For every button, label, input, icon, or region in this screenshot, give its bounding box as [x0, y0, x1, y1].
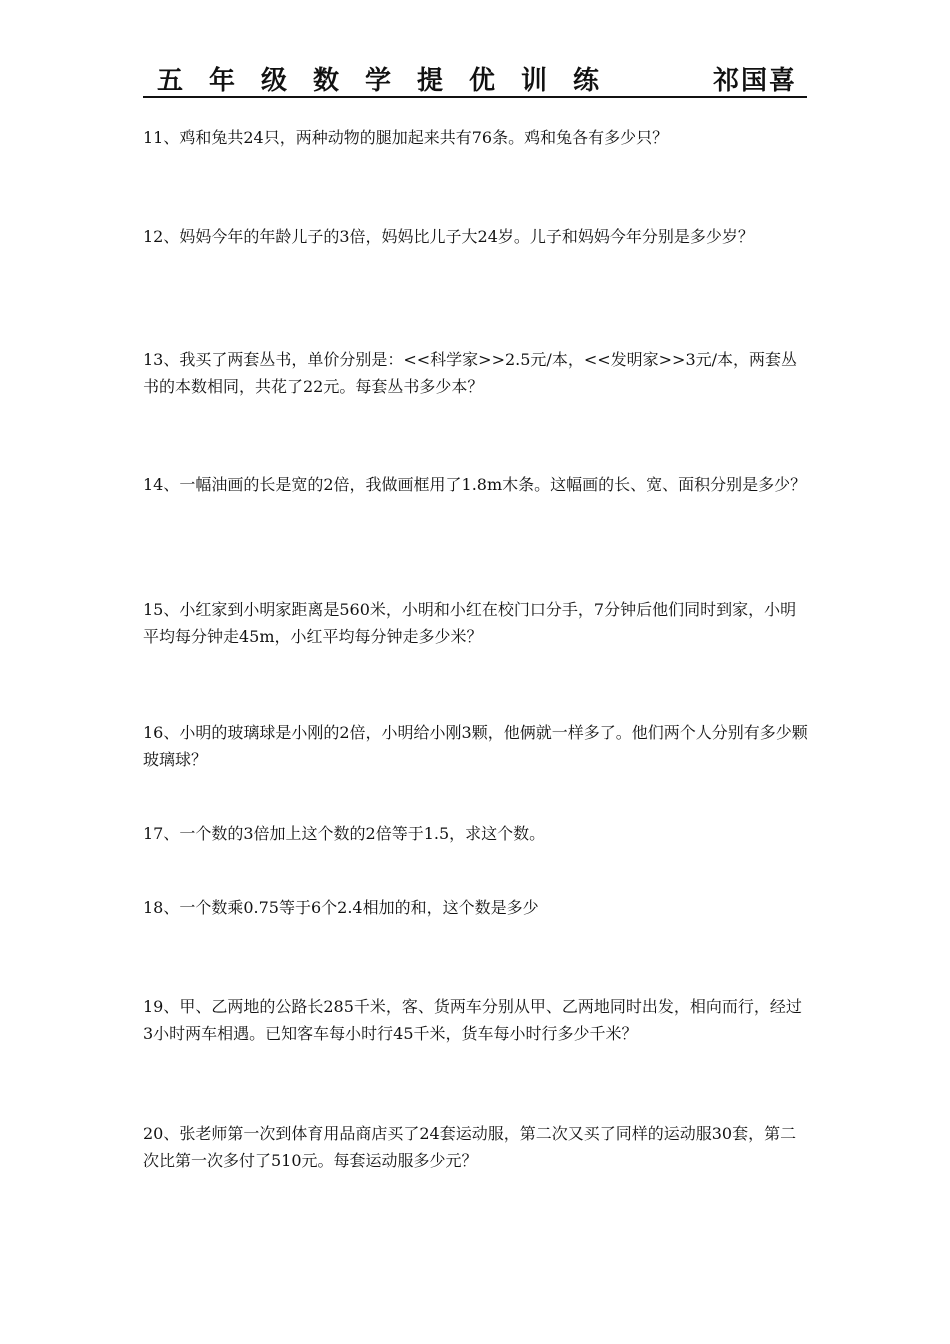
question-19: 19、甲、乙两地的公路长285千米，客、货两车分别从甲、乙两地同时出发，相向而行，经过3小时两车相遇。已知客车每小时行45千米，货车每小时行多少千米？	[143, 997, 802, 1043]
question-16: 16、小明的玻璃球是小刚的2倍，小明给小刚3颗，他俩就一样多了。他们两个人分别有多少颗玻璃球？	[143, 723, 808, 769]
author-name: 祁国喜	[712, 66, 797, 96]
worksheet-title: 五年级数学提优训练	[157, 66, 626, 96]
question-14: 14、一幅油画的长是宽的2倍，我做画框用了1.8m木条。这幅画的长、宽、面积分别是多少？	[143, 475, 807, 494]
question-11: 11、鸡和兔共24只，两种动物的腿加起来共有76条。鸡和兔各有多少只？	[143, 128, 669, 147]
page-header	[143, 64, 807, 98]
question-18: 18、一个数乘0.75等于6个2.4相加的和，这个数是多少	[143, 898, 539, 917]
question-15: 15、小红家到小明家距离是560米，小明和小红在校门口分手，7分钟后他们同时到家，小明平均每分钟走45m，小红平均每分钟走多少米？	[143, 600, 797, 646]
question-17: 17、一个数的3倍加上这个数的2倍等于1.5，求这个数。	[143, 824, 546, 843]
question-13: 13、我买了两套丛书，单价分别是：<<科学家>>2.5元/本，<<发明家>>3元/本，两套丛书的本数相同，共花了22元。每套丛书多少本？	[143, 350, 798, 396]
question-20: 20、张老师第一次到体育用品商店买了24套运动服，第二次又买了同样的运动服30套，第二次比第一次多付了510元。每套运动服多少元？	[143, 1124, 797, 1170]
question-12: 12、妈妈今年的年龄儿子的3倍，妈妈比儿子大24岁。儿子和妈妈今年分别是多少岁？	[143, 227, 754, 246]
